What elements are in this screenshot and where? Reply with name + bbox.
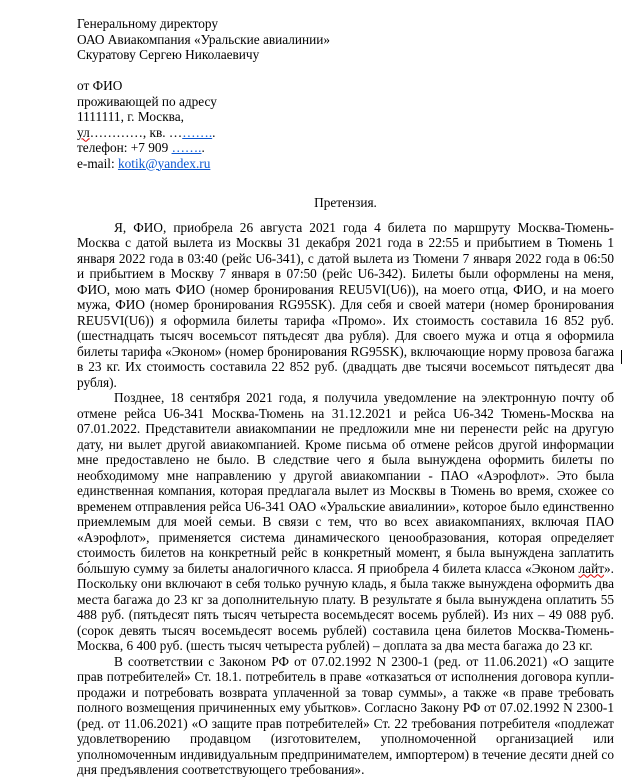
document-page[interactable] bbox=[77, 16, 614, 778]
addressee-position: Генеральному директору bbox=[77, 16, 218, 31]
email-link[interactable]: kotik@yandex.ru bbox=[117, 155, 211, 171]
addressee-name: Скуратову Сергею Николаевичу bbox=[77, 47, 260, 62]
text-cursor bbox=[621, 350, 622, 364]
addressee-company: ОАО Авиакомпания «Уральские авиалинии» bbox=[77, 31, 331, 47]
sender-city: 1111111, г. Москва, bbox=[77, 109, 184, 124]
spellcheck-word[interactable]: лайт bbox=[578, 560, 605, 576]
document-title: Претензия. bbox=[314, 195, 377, 210]
spellcheck-word[interactable]: ул bbox=[77, 124, 90, 140]
sender-phone: телефон: +7 909 …….. bbox=[77, 140, 205, 155]
sender-residing: проживающей по адресу bbox=[77, 93, 217, 109]
sender-email: e-mail: kotik@yandex.ru bbox=[77, 155, 211, 171]
paragraph-2: Позднее, 18 сентября 2021 года, я получила уведомление на электронную почту об отмене рейса U6-341 Москва-Тюмень на 31.12.2021 и рейса U6-342 Тюмень-Москва на 07.01.2022. Представители авиакомпании не предложили мне ни перенести рейс на другую дату, ни вылет другой авиакомпанией. Кроме письма об отмене рейсов другой информации мне предоставлено не было. В следствие чего я была вынуждена оформить билеты по необходимому мне направлению у другой авиакомпании - ПАО «Аэрофлот». Это была единственная компания, которая предлагала вылет из Москвы в Тюмень во время, схожее со временем отправления рейса U6-341 ОАО «Уральские авиалинии», которое было единственно приемлемым для моей семьи. В связи с тем, что во всех авиакомпаниях, включая ПАО «Аэрофлот», применяется система динамического ценообразования, которая определяет стоимость билетов на конкретный рейс в конкретный момент, я была вынуждена заплатить бо́льшую сумму за билеты аналогичного класса. Я приобрела 4 билета класса «Эконом лайт». Поскольку они включают в себя только ручную кладь, я была также вынуждена оформить два места багажа до 23 кг за дополнительную плату. В результате я была вынуждена оплатить 55 488 руб. (пятьдесят пять тысяч четыреста восемьдесят восемь рублей). Из них – 49 088 руб. (сорок девять тысяч восемьдесят восемь рублей) составила цена билетов Москва-Тюмень-Москва, 6 400 руб. (шесть тысяч четыреста рублей) – доплата за два места багажа до 23 кг. bbox=[77, 390, 614, 653]
sender-name: от ФИО bbox=[77, 78, 123, 93]
paragraph-1: Я, ФИО, приобрела 26 августа 2021 года 4 билета по маршруту Москва-Тюмень-Москва с датой вылета из Москвы 31 декабря 2021 года в 22:55 и прибытием в Тюмень 1 января 2022 года в 03:40 (рейс U6-341), с датой вылета из Тюмени 7 января 2022 года в 06:50 и прибытием в Москву 7 января в 07:50 (рейс U6-342). Билеты были оформлены на меня, ФИО, мою мать ФИО (номер бронирования REU5VI(U6)), на моего отца, ФИО, и на моего мужа, ФИО (номер бронирования RG95SK). Для себя и своей матери (номер бронирования REU5VI(U6)) я оформила билеты тарифа «Промо». Их стоимость составила 16 852 руб. (шестнадцать тысяч восемьсот пятьдесят два рубля). Для своего мужа и отца я оформила билеты тарифа «Эконом» (номер бронирования RG95SK), включающие норму провоза багажа в 23 кг. Их стоимость составила 22 852 руб. (двадцать две тысячи восемьсот пятьдесят два рубля). bbox=[77, 219, 614, 390]
paragraph-3: В соответствии с Законом РФ от 07.02.1992 N 2300-1 (ред. от 11.06.2021) «О защите прав потребителей» Ст. 18.1. потребитель в праве «отказаться от исполнения договора купли-продажи и потребовать возврата уплаченной за товар суммы», а также «в праве требовать полного возмещения причиненных ему убытков». Согласно Закону РФ от 07.02.1992 N 2300-1 (ред. от 11.06.2021) «О защите прав потребителей» Ст. 22 требования потребителя «подлежат удовлетворению продавцом (изготовителем, уполномоченной организацией или уполномоченным индивидуальным предпринимателем, импортером) в течение десяти дней со дня предъявления соответствующего требования». bbox=[77, 653, 614, 777]
addressee-block bbox=[77, 16, 614, 63]
sender-street: ул…………, кв. ……….. bbox=[77, 124, 216, 140]
sender-block bbox=[77, 78, 614, 171]
